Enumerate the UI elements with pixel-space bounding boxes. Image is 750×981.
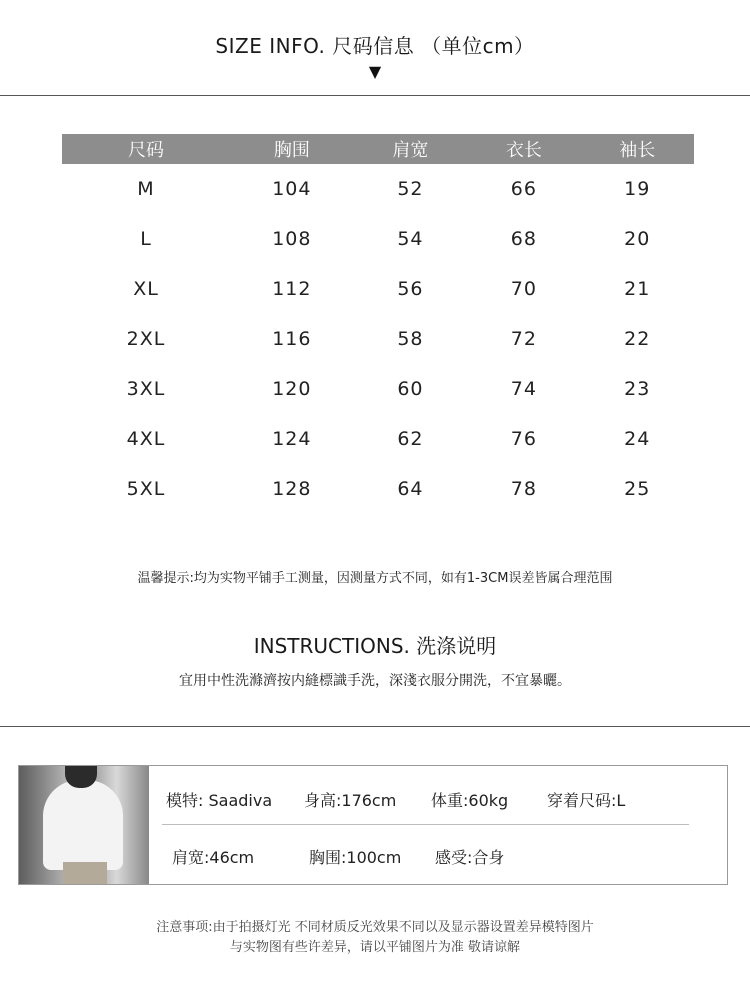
- cell-size: 2XL: [126, 328, 166, 350]
- cell-length: 78: [510, 478, 537, 500]
- cell-sleeve: 23: [624, 378, 651, 400]
- cell-chest: 108: [272, 228, 312, 250]
- cell-chest: 124: [272, 428, 312, 450]
- cell-size: XL: [133, 278, 159, 300]
- header-length: 衣长: [467, 134, 580, 164]
- model-fit-feel: 感受:合身: [435, 848, 505, 867]
- cell-shoulder: 64: [397, 478, 424, 500]
- table-row: [62, 164, 694, 214]
- cell-length: 68: [510, 228, 537, 250]
- cell-length: 74: [510, 378, 537, 400]
- cell-shoulder: 56: [397, 278, 424, 300]
- table-row: [62, 264, 694, 314]
- cell-size: L: [140, 228, 152, 250]
- top-divider: [0, 95, 750, 96]
- table-row: [62, 314, 694, 364]
- down-arrow-icon: ▼: [368, 62, 382, 81]
- table-row: [62, 214, 694, 264]
- cell-shoulder: 60: [397, 378, 424, 400]
- cell-length: 72: [510, 328, 537, 350]
- size-info-title: SIZE INFO. 尺码信息 （单位cm）: [215, 34, 535, 58]
- model-chest: 胸围:100cm: [309, 848, 402, 867]
- cell-sleeve: 25: [624, 478, 651, 500]
- header-shoulder: 肩宽: [354, 134, 467, 164]
- cell-length: 66: [510, 178, 537, 200]
- table-row: [62, 464, 694, 514]
- cell-size: 4XL: [126, 428, 166, 450]
- cell-shoulder: 52: [397, 178, 424, 200]
- table-row: [62, 364, 694, 414]
- model-info-box: [18, 765, 728, 885]
- cell-shoulder: 62: [397, 428, 424, 450]
- cell-shoulder: 58: [397, 328, 424, 350]
- model-shoulder: 肩宽:46cm: [172, 848, 255, 867]
- measurement-tip: 温馨提示:均为实物平铺手工测量，因测量方式不同，如有1-3CM误差皆属合理范围: [137, 571, 613, 586]
- cell-chest: 116: [272, 328, 312, 350]
- cell-chest: 104: [272, 178, 312, 200]
- cell-chest: 120: [272, 378, 312, 400]
- middle-divider: [0, 726, 750, 727]
- size-table: [62, 134, 694, 514]
- model-name: 模特: Saadiva: [166, 791, 273, 810]
- model-photo: [19, 766, 149, 884]
- model-size-worn: 穿着尺码:L: [547, 791, 626, 810]
- cell-length: 70: [510, 278, 537, 300]
- notice-text: [0, 918, 750, 958]
- cell-sleeve: 22: [624, 328, 651, 350]
- cell-size: 3XL: [126, 378, 166, 400]
- cell-shoulder: 54: [397, 228, 424, 250]
- header-sleeve: 袖长: [581, 134, 694, 164]
- cell-size: M: [137, 178, 155, 200]
- size-table-header: [62, 134, 694, 164]
- model-height: 身高:176cm: [304, 791, 397, 810]
- cell-sleeve: 21: [624, 278, 651, 300]
- cell-sleeve: 24: [624, 428, 651, 450]
- cell-sleeve: 20: [624, 228, 651, 250]
- model-weight: 体重:60kg: [431, 791, 509, 810]
- model-divider: [162, 824, 689, 825]
- cell-chest: 128: [272, 478, 312, 500]
- table-row: [62, 414, 694, 464]
- cell-size: 5XL: [126, 478, 166, 500]
- cell-chest: 112: [272, 278, 312, 300]
- notice-line-1: 注意事项:由于拍摄灯光 不同材质反光效果不同以及显示器设置差异模特图片: [156, 920, 594, 935]
- instructions-text: 宜用中性洗滌濟按内縫標識手洗，深淺衣服分開洗，不宜暴曬。: [179, 673, 571, 689]
- header-chest: 胸围: [230, 134, 354, 164]
- cell-sleeve: 19: [624, 178, 651, 200]
- cell-length: 76: [510, 428, 537, 450]
- header-size: 尺码: [62, 134, 230, 164]
- notice-line-2: 与实物图有些许差异，请以平铺图片为准 敬请谅解: [229, 940, 521, 955]
- instructions-title: INSTRUCTIONS. 洗涤说明: [253, 634, 497, 658]
